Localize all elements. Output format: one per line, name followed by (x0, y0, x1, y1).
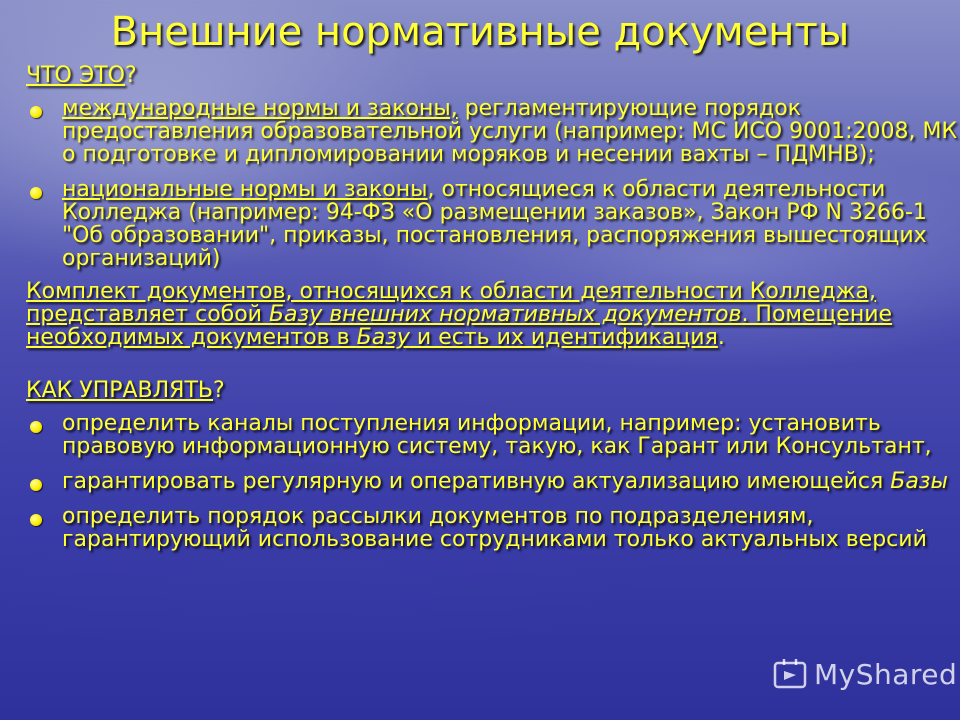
slide-content (26, 64, 958, 551)
summary-part: . Помещение необходимых документов в (26, 302, 893, 350)
list-item (26, 505, 958, 551)
bullet-text: определить порядок рассылки документов по подразделениям, гарантирующий использование сотрудниками только актуальных версий (62, 504, 927, 552)
summary-paragraph (26, 280, 958, 349)
summary-part: и есть их идентификация (409, 325, 718, 350)
bullet-icon (30, 421, 42, 433)
watermark (772, 654, 957, 694)
bullet-text: , относящиеся к области деятельности Колледжа (например: 94-ФЗ «О размещении заказов», Закон РФ N 3266-1 "Об образовании", приказы, постановления, распоряжения вышестоящих организаций) (62, 177, 927, 271)
bullet-text: гарантировать регулярную и оперативную актуализацию имеющейся (62, 469, 891, 494)
list-item (26, 97, 958, 166)
what-heading-question: ? (124, 63, 137, 88)
bullet-icon (30, 479, 42, 491)
summary-italic: Базу (356, 325, 410, 350)
bullet-text: регламентирующие порядок предоставления образовательной услуги (например: МС ИСО 9001:2008, МК о подготовке и дипломировании моряков и несении вахты – ПДМНВ); (62, 96, 958, 167)
summary-period: . (717, 325, 725, 350)
slide-title: Внешние нормативные документы (110, 9, 850, 55)
list-item (26, 178, 958, 270)
list-item (26, 412, 958, 458)
bullet-italic: Базы (890, 469, 948, 494)
what-list (26, 97, 958, 270)
how-heading (26, 379, 958, 402)
how-list (26, 412, 958, 551)
bullet-icon (30, 106, 42, 118)
summary-part: Комплект документов, относящихся к области деятельности Колледжа, представляет собой (26, 279, 876, 327)
bullet-icon (30, 187, 42, 199)
how-heading-text: КАК УПРАВЛЯТЬ (26, 378, 213, 403)
how-heading-question: ? (213, 378, 225, 403)
summary-italic: Базу внешних нормативных документов (268, 302, 742, 327)
bullet-text: определить каналы поступления информации, например: установить правовую информационную систему, такую, как Гарант или Консультант, (62, 411, 932, 459)
what-heading (26, 64, 958, 87)
myshared-logo-icon (772, 656, 808, 692)
list-item (26, 470, 958, 493)
bullet-link: национальные нормы и законы (62, 177, 428, 202)
watermark-text: MyShared (814, 657, 958, 691)
what-heading-text: ЧТО ЭТО (26, 63, 125, 88)
bullet-link: международные нормы и законы, (62, 96, 458, 121)
bullet-icon (30, 514, 42, 526)
